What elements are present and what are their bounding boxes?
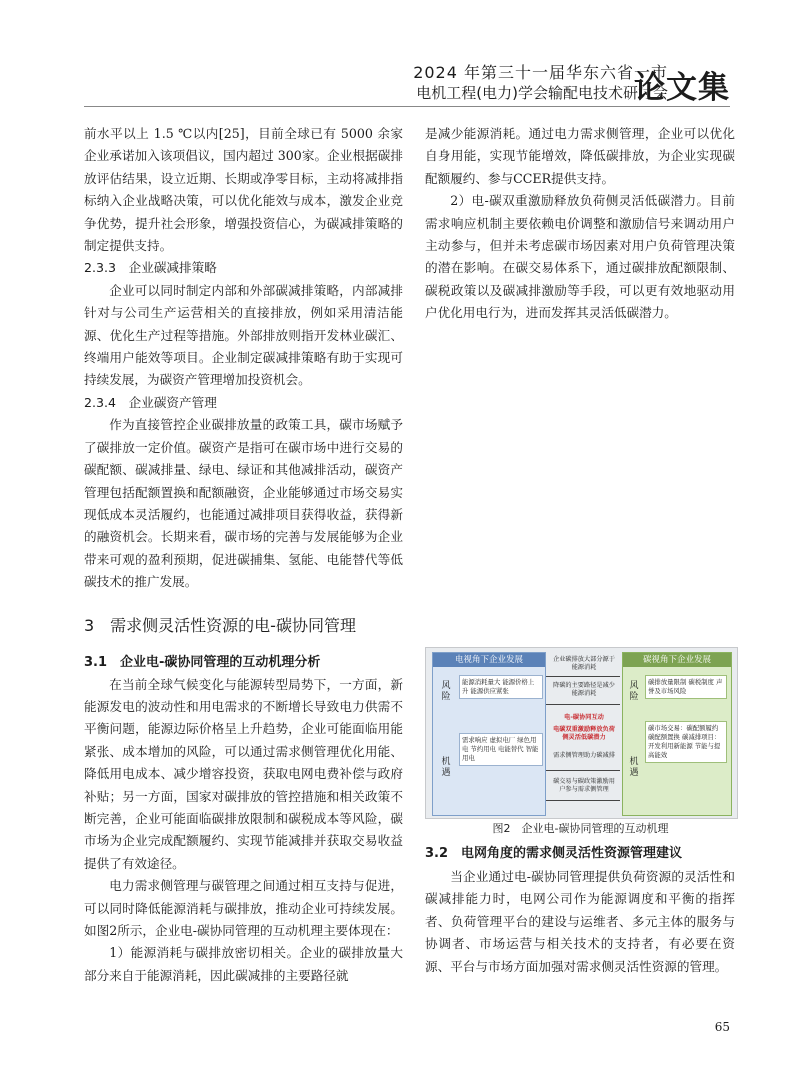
section-heading-3-2: 3.2 电网角度的需求侧灵活性资源管理建议 [425, 846, 683, 861]
electricity-perspective-title: 电视角下企业发展 [433, 653, 545, 667]
carbon-perspective-box [622, 652, 732, 816]
right-column-lower [425, 843, 735, 865]
mid-text-carbon-trade: 碳交易与碳政策激励用户参与需求侧管理 [553, 778, 615, 793]
opportunity-label: 机遇 [629, 757, 639, 778]
running-header [0, 56, 800, 108]
mid-text-consumption: 企业碳排放大部分源于能源消耗 [553, 656, 615, 671]
risk-label: 风险 [629, 681, 639, 702]
opportunity-label: 机遇 [441, 757, 451, 778]
section-heading-2-3-4: 2.3.4 企业碳资产管理 [84, 394, 217, 410]
figure-2-diagram [425, 647, 738, 819]
left-column [84, 123, 403, 987]
header-conference-line1: 2024 年第三十一届华东六省一市 [413, 63, 668, 82]
risk-label: 风险 [441, 681, 451, 702]
mid-text-dual-incentive: 电碳双重激励释放负荷侧灵活低碳潜力 [553, 726, 615, 741]
page-number: 65 [714, 1020, 730, 1034]
header-rule [84, 106, 730, 107]
paragraph: 作为直接管控企业碳排放量的政策工具，碳市场赋予了碳排放一定价值。碳资产是指可在碳市场中进行交易的碳配额、碳减排量、绿电、绿证和其他减排活动，碳资产管理包括配额置换和配额融资，企业能够通过市场交易实现低成本灵活履约，也能通过减排项目获得收益，获得新的融资机会。长期来看，碳市场的完善与发展能够为企业带来可观的盈利预期，促进碳捕集、氢能、电能替代等低碳技术的推广发展。 [84, 417, 403, 590]
right-column-upper [425, 123, 735, 325]
section-heading-3: 3 需求侧灵活性资源的电-碳协同管理 [84, 615, 356, 635]
paragraph: 前水平以上 1.5 ℃以内[25]，目前全球已有 5000 余家企业承诺加入该项倡议，国内超过 300家。企业根据碳排放评估结果，设立近期、长期或净零目标，主动将减排指标纳入企业战略决策，可以优化能效与成本，激发企业竞争优势，提升社会形象，增强投资信心，为碳减排策略的制定提供支持。 [84, 126, 403, 254]
arrow-left [546, 704, 620, 705]
electricity-risk-list: 能源消耗量大 能源价格上升 能源供应紧张 [459, 675, 543, 699]
electricity-perspective-box [432, 652, 546, 816]
mid-text-path: 降碳的主要路径是减少能源消耗 [553, 682, 615, 697]
arrow-right [546, 676, 620, 677]
paragraph: 企业可以同时制定内部和外部碳减排策略，内部减排针对与公司生产运营相关的直接排放，例如采用清洁能源、优化生产过程等措施。外部排放则指开发林业碳汇、终端用户能效等项目。企业制定碳减排策略有助于实现可持续发展，为碳资产管理增加投资机会。 [84, 282, 403, 388]
arrow-right [546, 770, 620, 771]
paragraph: 当企业通过电-碳协同管理提供负荷资源的灵活性和碳减排能力时，电网公司作为能源调度和平衡的指挥者、负荷管理平台的建设与运维者、多元主体的服务与协调者、市场运营与相关技术的支持者，有必要在资源、平台与市场方面加强对需求侧灵活性资源的管理。 [425, 869, 735, 974]
section-heading-3-1: 3.1 企业电-碳协同管理的互动机理分析 [84, 654, 321, 670]
carbon-perspective-title: 碳视角下企业发展 [623, 653, 731, 667]
figure-2-caption: 图2 企业电-碳协同管理的互动机理 [492, 822, 669, 835]
electricity-opportunity-list: 需求响应 虚拟电厂 绿色用电 节约用电 电能替代 智能用电 [459, 733, 543, 766]
header-conference-line2: 电机工程(电力)学会输配电技术研讨会 [416, 84, 668, 102]
mid-text-dsm-support: 需求侧管理助力碳减排 [553, 752, 615, 759]
paragraph: 1）能源消耗与碳排放密切相关。企业的碳排放量大部分来自于能源消耗，因此碳减排的主要路径就 [84, 945, 403, 983]
right-column-body [425, 866, 735, 978]
carbon-risk-list: 碳排放量限制 碳税制度 声誉及市场风险 [645, 675, 727, 699]
paragraph: 电力需求侧管理与碳管理之间通过相互支持与促进，可以同时降低能源消耗与碳排放，推动企业可持续发展。如图2所示，企业电-碳协同管理的互动机理主要体现在： [84, 878, 403, 938]
paragraph: 在当前全球气候变化与能源转型局势下，一方面，新能源发电的波动性和用电需求的不断增长导致电力供需不平衡问题，能源边际价格呈上升趋势，企业可能面临用能紧张、成本增加的风险，可以通过需求侧管理优化用能、降低用电成本、减少增容投资，获取电网电费补偿与政府补贴；另一方面，国家对碳排放的管控措施和相关政策不断完善，企业可能面临碳排放限制和碳税成本等风险，碳市场为企业完成配额履约、实现节能减排并获取交易收益提供了有效途径。 [84, 676, 403, 871]
section-heading-2-3-3: 2.3.3 企业碳减排策略 [84, 260, 217, 276]
mid-text-interaction: 电-碳协同互动 [564, 714, 604, 721]
carbon-opportunity-list: 碳市场交易：碳配额履约 碳配额置换 碳减排项目：开发利用新能源 节能与提高能效 [645, 721, 727, 763]
paragraph: 是减少能源消耗。通过电力需求侧管理，企业可以优化自身用能，实现节能增效，降低碳排放，为企业实现碳配额履约、参与CCER提供支持。 [425, 126, 735, 186]
paragraph: 2）电-碳双重激励释放负荷侧灵活低碳潜力。目前需求响应机制主要依赖电价调整和激励信号来调动用户主动参与，但并未考虑碳市场因素对用户负荷管理决策的潜在影响。在碳交易体系下，通过碳排放配额限制、碳税政策以及碳减排激励等手段，可以更有效地驱动用户优化用电行为，进而发挥其灵活低碳潜力。 [425, 193, 735, 321]
header-proceedings-title: 论文集 [634, 70, 730, 106]
arrow-left [546, 800, 620, 801]
